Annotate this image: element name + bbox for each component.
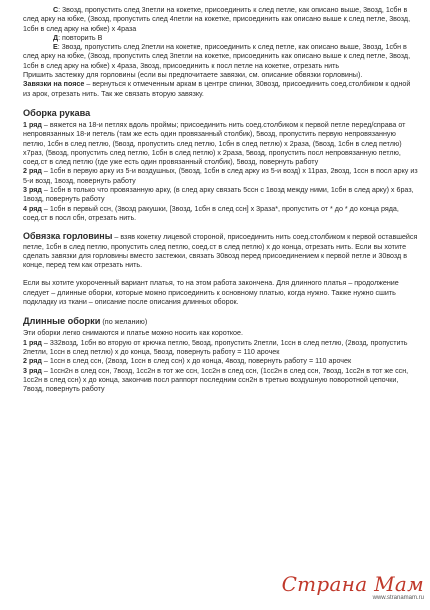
section-text: – взяв кокетку лицевой стороной, присоединить нить соед.столбиком к первой оставшейся петле, 1сбн в след петлю, пропустить след петлю, соед.ст в след петлю) х до конца, отрезать нить. Если вы хотите сделать завязки для горловины вместо застежки, связать 30возд перед присоединением к первой петле и 30возд в конце, перед тем как отрезать нить. (23, 233, 418, 270)
spacer (23, 270, 418, 279)
paragraph-step-d (23, 34, 418, 43)
row-label: 3 ряд (23, 366, 42, 375)
section-title-text: Длинные оборки (23, 316, 101, 327)
spacer (23, 99, 418, 108)
row-text: – 1сбн в только что провязанную арку, (в след арку связать 5ссн с 1возд между ними, 1сбн в след арку) х 6раз, 1возд, повернуть работу (23, 186, 414, 204)
row-label: 2 ряд (23, 167, 42, 176)
row-label: 4 ряд (23, 204, 42, 213)
watermark-logo-text: Страна Мам (281, 572, 424, 596)
row-text: – 332возд, 1сбн во вторую от крючка петлю, 5возд, пропустить 2петли, 1ссн в след петлю, (2возд, пропустить 2петли, 1ссн в след петлю) х до конца, 5возд, повернуть работу = 110 арочек (23, 338, 408, 356)
step-text: : 3возд, пропустить след 2петли на кокетке, присоединить к след петле, как описано выше, 3возд, 1сбн в след арку на юбке, (3возд, пропустить след 3петли на кокетке, присоединить как описано выше к след петле, 3возд, 1сбн в след арку на юбке) х 4раза, 3возд, присоединить к посл петле на кокетке, отрезать нить (23, 43, 411, 70)
row-text: – 1ссн2н в след ссн, 7возд, 1сс2н в тот же ссн, 1сс2н в след ссн, (1сс2н в след ссн, 7возд, 1сс2н в тот же ссн, 1сс2н в след ссн) х до конца, закончив посл раппорт последним ссн2н в третью воздушную поворотной цепочки, 7возд, повернуть работу (23, 366, 409, 394)
spacer (23, 307, 418, 316)
row-label: 3 ряд (23, 186, 42, 195)
step-label: С (53, 6, 59, 14)
row-label: 1 ряд (23, 120, 42, 129)
step-text: : 3возд, пропустить след 3петли на кокетке, присоединить к след петле, как описано выше, 3возд, 1сбн в след арку на юбке, (3возд, пропустить след 4петли на кокетке, присоединить как описано выше к след петле, 3возд, 1сбн в след арку на юбке) х 4раза (23, 6, 411, 33)
step-label: Е (53, 43, 58, 52)
section-text: – вернуться к отмеченным аркам в центре спинки, 30возд, присоединить соед.столбиком к одной из арок, отрезать нить. Так же связать вторую завязку. (23, 80, 411, 98)
row-text: – вяжется на 18-и петлях вдоль проймы; присоединить нить соед.столбиком к первой петле перед/справа от непровязанных 18-и петель (там же есть один провязанный столбик), 5возд, пропустить первую непровязанную петлю, 1сбн в след петлю, (5возд, пропустить след петлю, 1сбн в след петлю) х 2раза, (5возд, 1сбн в след петлю) х7раз, (5возд, пропустить след петлю, 1сбн в след петлю) х 2раза, 5возд, пропустить посл непровязанную петлю, соед.ст в след петлю (где уже есть один провязанный столбик), 5возд, повернуть работу (23, 120, 406, 167)
section-title-long-ruffles (23, 316, 418, 327)
paragraph-sleeve-row-3 (23, 186, 418, 205)
document-page (23, 6, 418, 394)
paragraph-neck-edging (23, 232, 418, 270)
paragraph-clasp: Пришить застежку для горловины (если вы предпочитаете завязки, см. описание обвязки горловины). (23, 71, 363, 80)
paragraph-short-version: Если вы хотите укороченный вариант платья, то на этом работа закончена. Для длинного платья – продолжение следует – длинные оборки, которые можно присоединить к основному платью, когда нужно. Также нужно сшить подкладку из ткани – описание после описания длинных оборок. (23, 279, 399, 307)
row-label: 1 ряд (23, 338, 42, 347)
paragraph-sleeve-row-2 (23, 167, 418, 186)
paragraph-step-e (23, 43, 418, 71)
row-text: – 1ссн в след ссн, (2возд, 1ссн в след ссн) х до конца, 4возд, повернуть работу = 110 арочек (41, 357, 352, 366)
paragraph-sleeve-row-4 (23, 205, 418, 224)
section-title-neck: Обвязка горловины (23, 231, 113, 242)
watermark-url: www.stranamam.ru (372, 595, 424, 601)
section-title-sleeve: Оборка рукава (23, 107, 91, 118)
site-watermark (282, 573, 424, 602)
row-text: – 1сбн в первую арку из 5-и воздушных, (5возд, 1сбн в след арку из 5-и возд) х 11раз, 2возд, 1ссн в посл арку из 5-и возд, 1возд, повернуть работу (23, 167, 418, 185)
row-label: 2 ряд (23, 357, 42, 366)
paragraph-waist-ties (23, 80, 418, 99)
paragraph-long-intro: Эти оборки легко снимаются и платье можно носить как короткое. (23, 329, 243, 338)
row-text: – 1сбн в первый ссн, (3возд ракушки, [3возд, 1сбн в след ссн] х 3раза*, пропустить от * до * до конца ряда, соед.ст в посл сбн, отрезать нить. (23, 204, 399, 222)
step-label: Д (53, 33, 59, 42)
section-label: Завязки на поясе (23, 80, 85, 89)
paragraph-sleeve-row-1 (23, 121, 418, 167)
paragraph-long-row-3 (23, 367, 418, 395)
paragraph-long-row-1 (23, 339, 418, 358)
paragraph-long-row-2 (23, 357, 418, 366)
paragraph-step-c (23, 6, 418, 34)
section-title-note: (по желанию) (100, 317, 148, 327)
step-text: : повторить В (58, 33, 103, 42)
